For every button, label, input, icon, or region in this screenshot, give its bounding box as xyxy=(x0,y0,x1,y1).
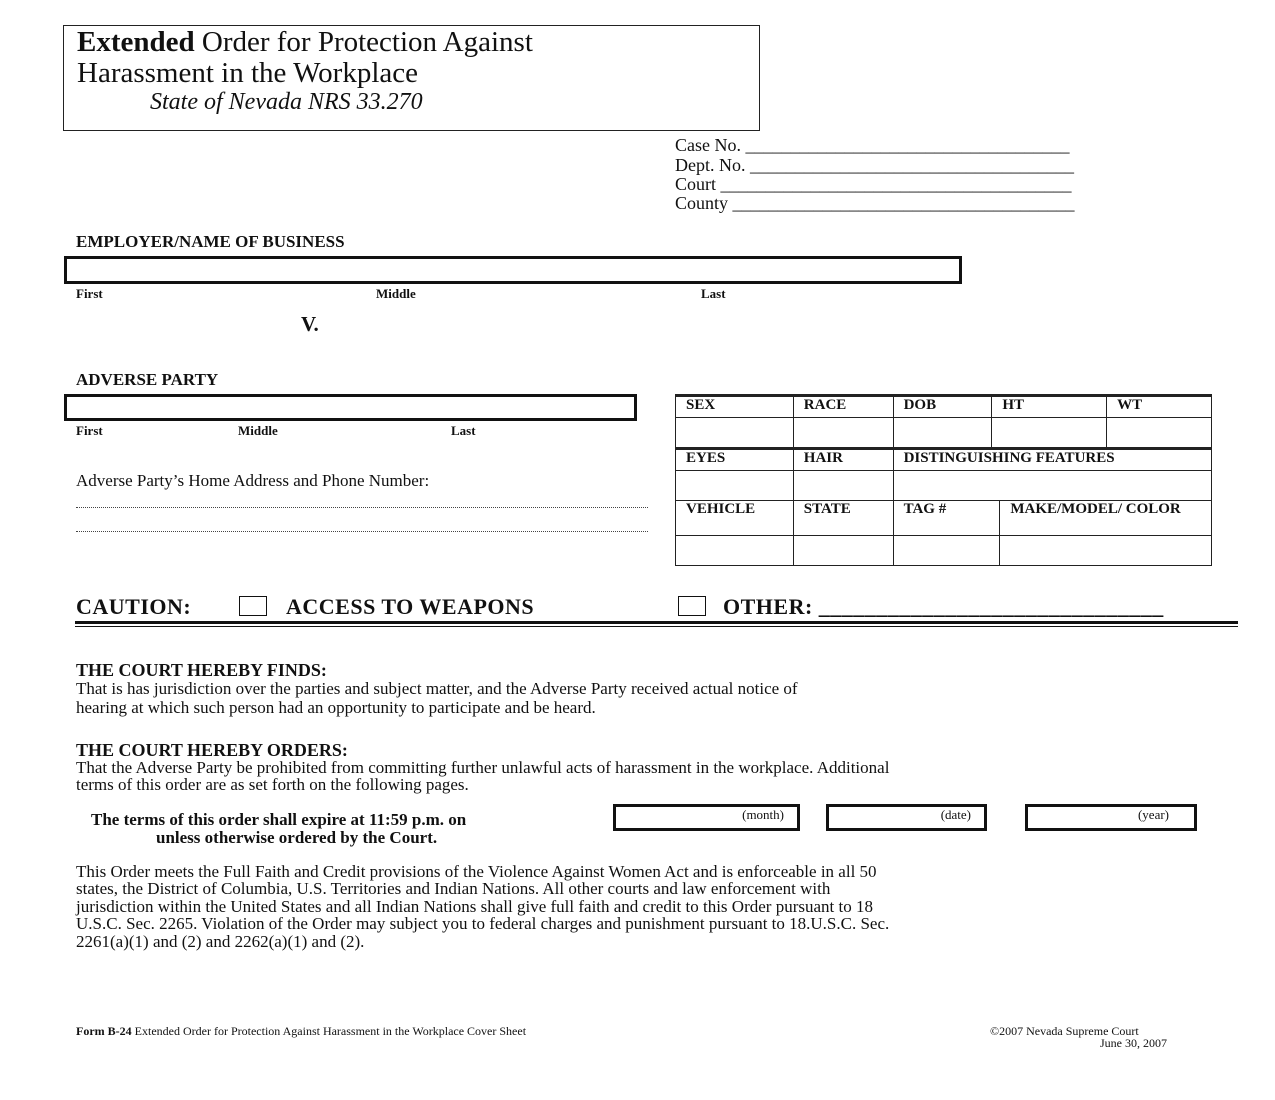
ht-cell[interactable] xyxy=(992,418,1107,449)
table-row-headers-2 xyxy=(676,449,1212,471)
make-model-color-header: MAKE/MODEL/ COLOR xyxy=(1000,501,1212,536)
expire-year-field[interactable] xyxy=(1025,804,1197,831)
wt-header: WT xyxy=(1107,396,1212,418)
employer-name-box xyxy=(64,256,962,284)
dob-header: DOB xyxy=(893,396,992,418)
hair-header: HAIR xyxy=(793,449,893,471)
dob-cell[interactable] xyxy=(893,418,992,449)
finds-heading: THE COURT HEREBY FINDS: xyxy=(76,660,327,680)
state-header: STATE xyxy=(793,501,893,536)
expire-month-field[interactable] xyxy=(613,804,800,831)
weapons-checkbox[interactable] xyxy=(239,596,267,616)
sex-cell[interactable] xyxy=(676,418,794,449)
expire-date-field[interactable] xyxy=(826,804,987,831)
title-line-1 xyxy=(77,27,533,58)
tag-header: TAG # xyxy=(893,501,1000,536)
title-bold-word: Extended xyxy=(77,26,195,58)
employer-middle-label: Middle xyxy=(376,286,416,301)
expire-line-2: unless otherwise ordered by the Court. xyxy=(156,828,438,847)
other-checkbox[interactable] xyxy=(678,596,706,616)
case-number-field[interactable]: Case No. ____________________________________ xyxy=(675,135,1070,155)
orders-line-2: terms of this order are as set forth on the following pages. xyxy=(76,775,469,794)
address-line-2[interactable] xyxy=(76,531,648,532)
table-row-values-2 xyxy=(676,471,1212,501)
vehicle-header: VEHICLE xyxy=(676,501,794,536)
footer-form-name: Extended Order for Protection Against Harassment in the Workplace Cover Sheet xyxy=(131,1024,527,1038)
month-caption: (month) xyxy=(742,807,784,822)
eyes-header: EYES xyxy=(676,449,794,471)
table-row-headers-3 xyxy=(676,501,1212,536)
divider-thick xyxy=(75,621,1238,624)
adverse-party-heading: ADVERSE PARTY xyxy=(76,370,219,389)
footer-copyright: ©2007 Nevada Supreme Court xyxy=(990,1024,1139,1038)
orders-heading: THE COURT HEREBY ORDERS: xyxy=(76,740,348,760)
finds-line-2: hearing at which such person had an opportunity to participate and be heard. xyxy=(76,698,596,717)
adverse-middle-label: Middle xyxy=(238,423,278,438)
footer-form-title xyxy=(76,1024,526,1039)
address-line-1[interactable] xyxy=(76,507,648,508)
adverse-last-label: Last xyxy=(451,423,476,438)
weapons-label: ACCESS TO WEAPONS xyxy=(286,594,535,619)
ht-header: HT xyxy=(992,396,1107,418)
employer-name-input[interactable] xyxy=(67,259,959,281)
footer-date: June 30, 2007 xyxy=(1100,1036,1167,1050)
address-label: Adverse Party’s Home Address and Phone Number: xyxy=(76,471,430,490)
expire-line-1: The terms of this order shall expire at 11:59 p.m. on xyxy=(91,810,467,829)
orders-line-1: That the Adverse Party be prohibited from committing further unlawful acts of harassment in the workplace. Additional xyxy=(76,758,890,777)
year-caption: (year) xyxy=(1137,807,1169,822)
make-model-color-cell[interactable] xyxy=(1000,536,1212,566)
sex-header: SEX xyxy=(676,396,794,418)
employer-first-label: First xyxy=(76,286,103,301)
dept-number-field[interactable]: Dept. No. ____________________________________ xyxy=(675,155,1074,175)
eyes-cell[interactable] xyxy=(676,471,794,501)
vawa-line-2: states, the District of Columbia, U.S. Territories and Indian Nations. All other courts and law enforcement with xyxy=(76,879,831,898)
adverse-first-label: First xyxy=(76,423,103,438)
race-header: RACE xyxy=(793,396,893,418)
caution-label: CAUTION: xyxy=(76,594,192,619)
table-row-values-3 xyxy=(676,536,1212,566)
county-field[interactable]: County ______________________________________ xyxy=(675,193,1075,213)
vawa-line-5: 2261(a)(1) and (2) and 2262(a)(1) and (2). xyxy=(76,932,365,951)
employer-heading: EMPLOYER/NAME OF BUSINESS xyxy=(76,232,345,251)
vawa-line-3: jurisdiction within the United States and all Indian Nations shall give full faith and credit to this Order pursuant to 18 xyxy=(76,897,873,916)
vehicle-cell[interactable] xyxy=(676,536,794,566)
versus-label: V. xyxy=(301,312,319,336)
adverse-party-name-input[interactable] xyxy=(67,397,634,418)
title-box xyxy=(63,25,760,131)
divider-thin xyxy=(75,626,1238,627)
date-caption: (date) xyxy=(940,807,971,822)
employer-last-label: Last xyxy=(701,286,726,301)
state-cell[interactable] xyxy=(793,536,893,566)
title-line-2: Harassment in the Workplace xyxy=(77,57,418,89)
footer-form-number: Form B-24 xyxy=(76,1024,132,1038)
table-row-headers-1 xyxy=(676,396,1212,418)
court-field[interactable]: Court _______________________________________ xyxy=(675,174,1072,194)
title-subtitle: State of Nevada NRS 33.270 xyxy=(150,89,423,115)
physical-description-table xyxy=(675,394,1212,566)
title-rest: Order for Protection Against xyxy=(194,26,533,58)
hair-cell[interactable] xyxy=(793,471,893,501)
wt-cell[interactable] xyxy=(1107,418,1212,449)
distinguishing-features-cell[interactable] xyxy=(893,471,1211,501)
finds-line-1: That is has jurisdiction over the parties and subject matter, and the Adverse Party received actual notice of xyxy=(76,679,798,698)
adverse-party-name-box xyxy=(64,394,637,421)
tag-cell[interactable] xyxy=(893,536,1000,566)
vawa-line-1: This Order meets the Full Faith and Credit provisions of the Violence Against Women Act and is enforceable in all 50 xyxy=(76,862,877,881)
table-row-values-1 xyxy=(676,418,1212,449)
vawa-line-4: U.S.C. Sec. 2265. Violation of the Order may subject you to federal charges and punishment pursuant to 18.U.S.C. Sec. xyxy=(76,914,890,933)
other-field[interactable]: OTHER: ______________________________ xyxy=(723,594,1164,619)
distinguishing-features-header: DISTINGUISHING FEATURES xyxy=(893,449,1211,471)
race-cell[interactable] xyxy=(793,418,893,449)
